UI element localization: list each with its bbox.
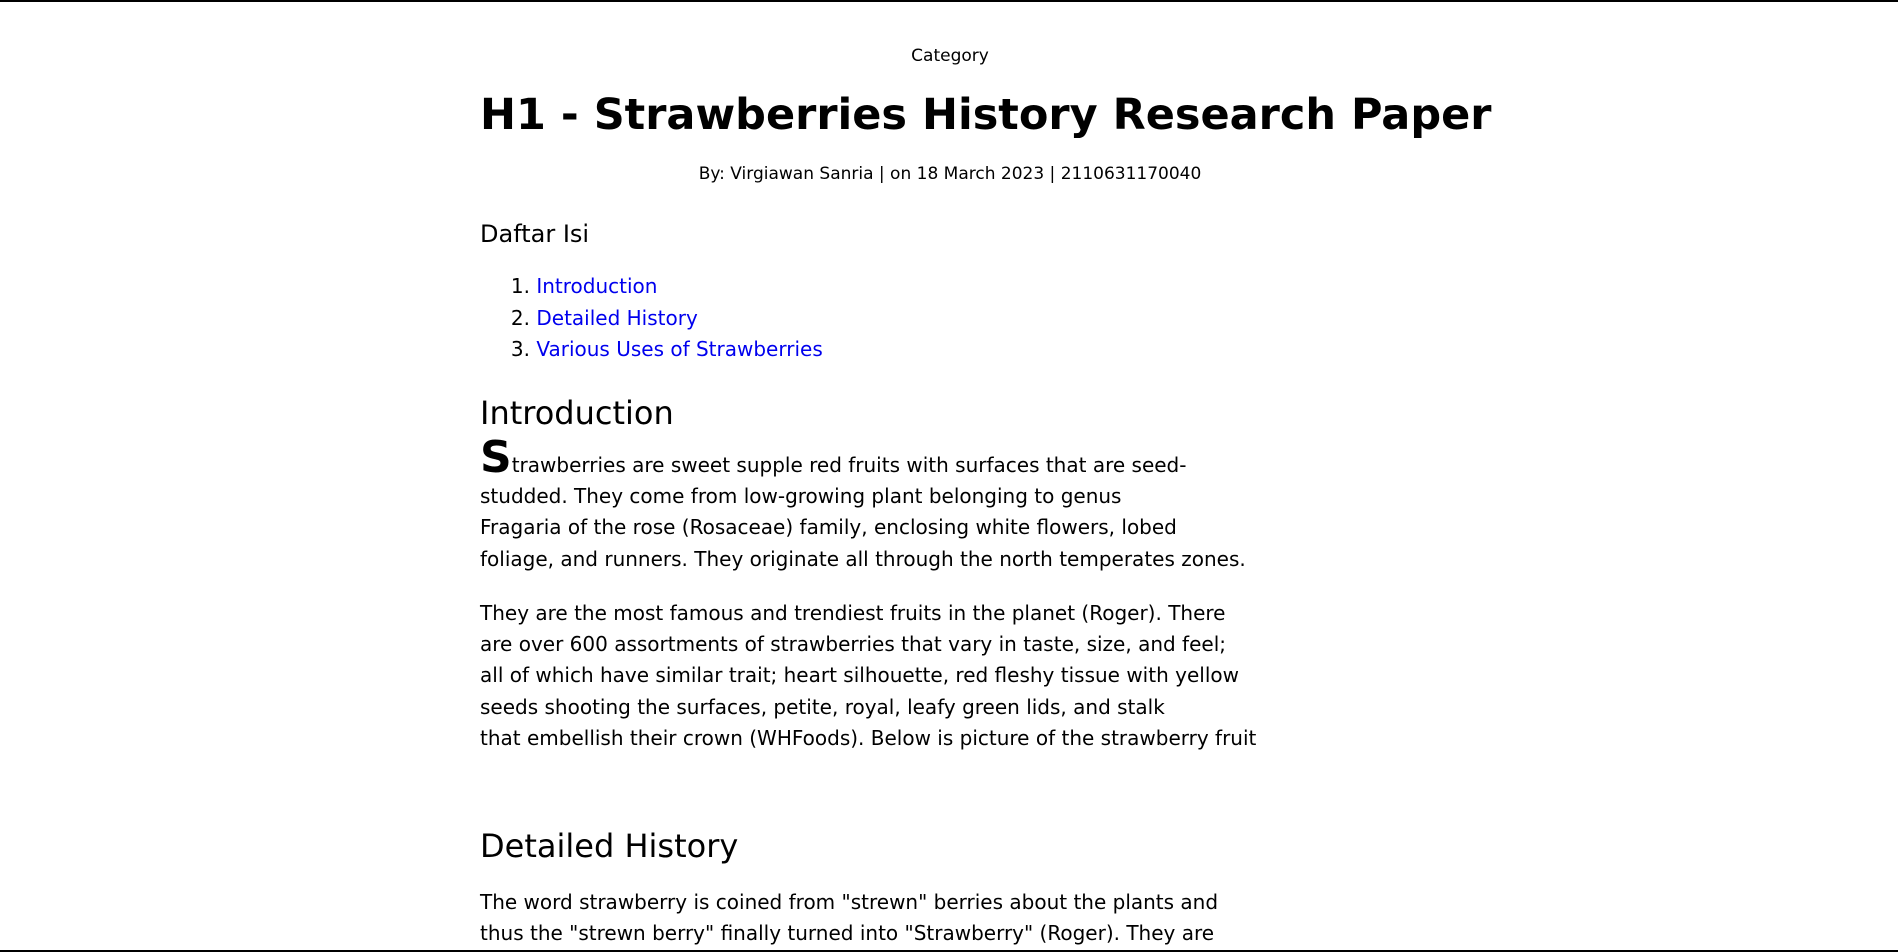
paragraph-line: seeds shooting the surfaces, petite, royal, leafy green lids, and stalk bbox=[480, 694, 1165, 719]
byline: By: Virgiawan Sanria | on 18 March 2023 | 2110631170040 bbox=[698, 164, 1202, 184]
toc-item-number: 2. bbox=[510, 305, 530, 330]
paragraph-line bbox=[480, 432, 1280, 483]
section-heading-introduction: Introduction bbox=[480, 394, 674, 432]
paragraph-line: thus the "strewn berry" finally turned into "Strawberry" (Roger). They are bbox=[480, 921, 1215, 946]
drop-cap: S bbox=[480, 432, 512, 483]
category-label: Category bbox=[911, 46, 989, 66]
paragraph-line: all of which have similar trait; heart silhouette, red fleshy tissue with yellow bbox=[480, 663, 1239, 688]
toc-link-detailed-history[interactable]: Detailed History bbox=[536, 305, 698, 330]
intro-paragraph-1 bbox=[480, 432, 1280, 575]
table-of-contents bbox=[480, 273, 823, 368]
paragraph-line: The word strawberry is coined from "strewn" berries about the plants and bbox=[480, 890, 1219, 914]
intro-paragraph-2 bbox=[480, 598, 1280, 754]
toc-heading: Daftar Isi bbox=[480, 220, 590, 248]
paragraph-line: They are the most famous and trendiest fruits in the planet (Roger). There bbox=[480, 601, 1226, 625]
toc-item-number: 1. bbox=[510, 274, 530, 298]
toc-link-various-uses[interactable]: Various Uses of Strawberries bbox=[536, 337, 823, 361]
section-heading-detailed-history: Detailed History bbox=[480, 827, 739, 865]
paragraph-line: studded. They come from low-growing plant belonging to genus bbox=[480, 484, 1122, 509]
toc-item bbox=[480, 305, 823, 337]
paragraph-line: foliage, and runners. They originate all through the north temperates zones. bbox=[480, 546, 1246, 571]
paragraph-line-text: trawberries are sweet supple red fruits with surfaces that are seed- bbox=[511, 453, 1187, 477]
toc-item bbox=[480, 336, 823, 368]
history-paragraph-1 bbox=[480, 887, 1280, 949]
page-title: H1 - Strawberries History Research Paper bbox=[480, 90, 1492, 140]
paragraph-line: Fragaria of the rose (Rosaceae) family, enclosing white flowers, lobed bbox=[480, 515, 1177, 540]
toc-item-number: 3. bbox=[510, 337, 530, 361]
toc-link-introduction[interactable]: Introduction bbox=[536, 274, 658, 298]
top-border bbox=[0, 0, 1898, 2]
paragraph-line: that embellish their crown (WHFoods). Below is picture of the strawberry fruit bbox=[480, 725, 1257, 750]
toc-item bbox=[480, 273, 823, 305]
paragraph-line: are over 600 assortments of strawberries that vary in taste, size, and feel; bbox=[480, 632, 1227, 657]
